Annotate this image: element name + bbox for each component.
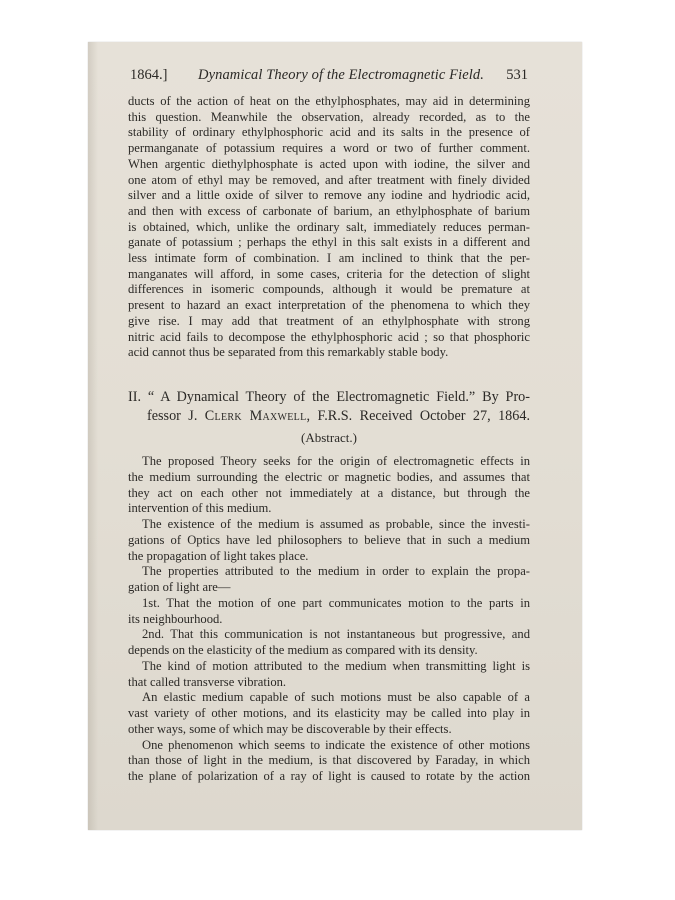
text-line: and then with excess of carbonate of barium, an ethylphosphate of barium (128, 203, 530, 218)
text-line: than those of light in the medium, is that discovered by Faraday, in which (128, 753, 530, 768)
header-title: Dynamical Theory of the Electromagnetic Field. (198, 67, 484, 83)
text-line: the plane of polarization of a ray of light is caused to rotate by the action (128, 769, 530, 783)
text-line: depends on the elasticity of the medium as compared with its density. (128, 643, 478, 657)
text-line: present to hazard an exact interpretation of the phenomena to which they (128, 298, 530, 313)
text-line: ganate of potassium ; perhaps the ethyl in this salt exists in a different and (128, 235, 530, 250)
running-header (130, 65, 528, 85)
text-line: The proposed Theory seeks for the origin of electromagnetic effects in (142, 454, 530, 468)
text-line: stability of ordinary ethylphosphoric acid and its salts in the presence of (128, 125, 530, 140)
abstract-paragraph (128, 738, 530, 785)
text-line: manganates will afford, in some cases, criteria for the detection of slight (128, 266, 530, 281)
text-line: this question. Meanwhile the observation, already recorded, as to the (128, 109, 530, 124)
author-name: Clerk Maxwell (204, 408, 307, 424)
text-line: ducts of the action of heat on the ethylphosphates, may aid in determining (128, 94, 530, 108)
printed-page (88, 42, 582, 830)
text-line: that called transverse vibration. (128, 674, 287, 689)
text-line: the medium surrounding the electric or magnetic bodies, and assumes that (128, 469, 530, 484)
text-line: other ways, some of which may be discoverable by their effects. (128, 721, 452, 736)
text-line: nitric acid fails to decompose the ethylphosphoric acid ; so that phosphoric (128, 329, 530, 344)
text-line: When argentic diethylphosphate is acted upon with iodine, the silver and (128, 156, 530, 171)
text-line: gation of light are— (128, 580, 231, 594)
text-line: One phenomenon which seems to indicate the existence of other motions (142, 737, 530, 752)
heading-suffix: , F.R.S. Received October 27, 1864. (306, 408, 530, 424)
abstract-paragraph (128, 659, 530, 691)
text-line: An elastic medium capable of such motions must be also capable of a (142, 690, 530, 705)
text-line: one atom of ethyl may be removed, and after treatment with finely divided (128, 172, 530, 187)
text-line: give rise. I may add that treatment of an ethylphosphate with strong (128, 313, 530, 328)
abstract-paragraph (128, 454, 530, 517)
text-line: 1st. That the motion of one part communicates motion to the parts in (142, 595, 530, 610)
text-line: The properties attributed to the medium in order to explain the propa- (142, 564, 530, 579)
text-line: permanganate of potassium requires a word or two of further comment. (128, 141, 530, 156)
abstract-paragraph (128, 690, 530, 737)
text-line: silver and a little oxide of silver to remove any iodine and hydriodic acid, (128, 188, 530, 203)
heading-prefix: fessor J. (147, 408, 205, 424)
text-line: is obtained, which, unlike the ordinary salt, immediately reduces perman- (128, 219, 530, 234)
text-line: The kind of motion attributed to the medium when transmitting light is (142, 658, 530, 673)
abstract-label: (Abstract.) (301, 430, 357, 445)
text-line: differences in isomeric compounds, although it would be premature at (128, 282, 530, 297)
text-line: The existence of the medium is assumed as probable, since the investi- (142, 517, 530, 531)
continued-paragraph (128, 94, 530, 361)
section-heading-line-2 (128, 407, 530, 426)
header-year: 1864.] (130, 67, 168, 83)
text-line: they act on each other not immediately at a distance, but through the (128, 485, 530, 500)
page-number: 531 (506, 67, 528, 83)
text-line: the propagation of light takes place. (128, 548, 309, 563)
text-line: vast variety of other motions, and its elasticity may be called into play in (128, 706, 530, 720)
abstract-paragraph (128, 627, 530, 659)
section-heading (128, 388, 530, 426)
abstract-body (128, 454, 530, 785)
section-heading-line-1: II. “ A Dynamical Theory of the Electromagnetic Field.” By Pro- (128, 389, 530, 405)
abstract-paragraph (128, 517, 530, 564)
text-line: less intimate form of combination. I am inclined to think that the per- (128, 251, 530, 266)
text-line: gations of Optics have led philosophers to believe that in such a medium (128, 532, 530, 547)
text-line: acid cannot thus be separated from this remarkably stable body. (128, 345, 449, 360)
abstract-paragraph (128, 564, 530, 596)
text-line: 2nd. That this communication is not instantaneous but progressive, and (142, 627, 530, 642)
abstract-paragraph (128, 596, 530, 628)
text-line: intervention of this medium. (128, 501, 272, 516)
text-line: its neighbourhood. (128, 611, 223, 626)
